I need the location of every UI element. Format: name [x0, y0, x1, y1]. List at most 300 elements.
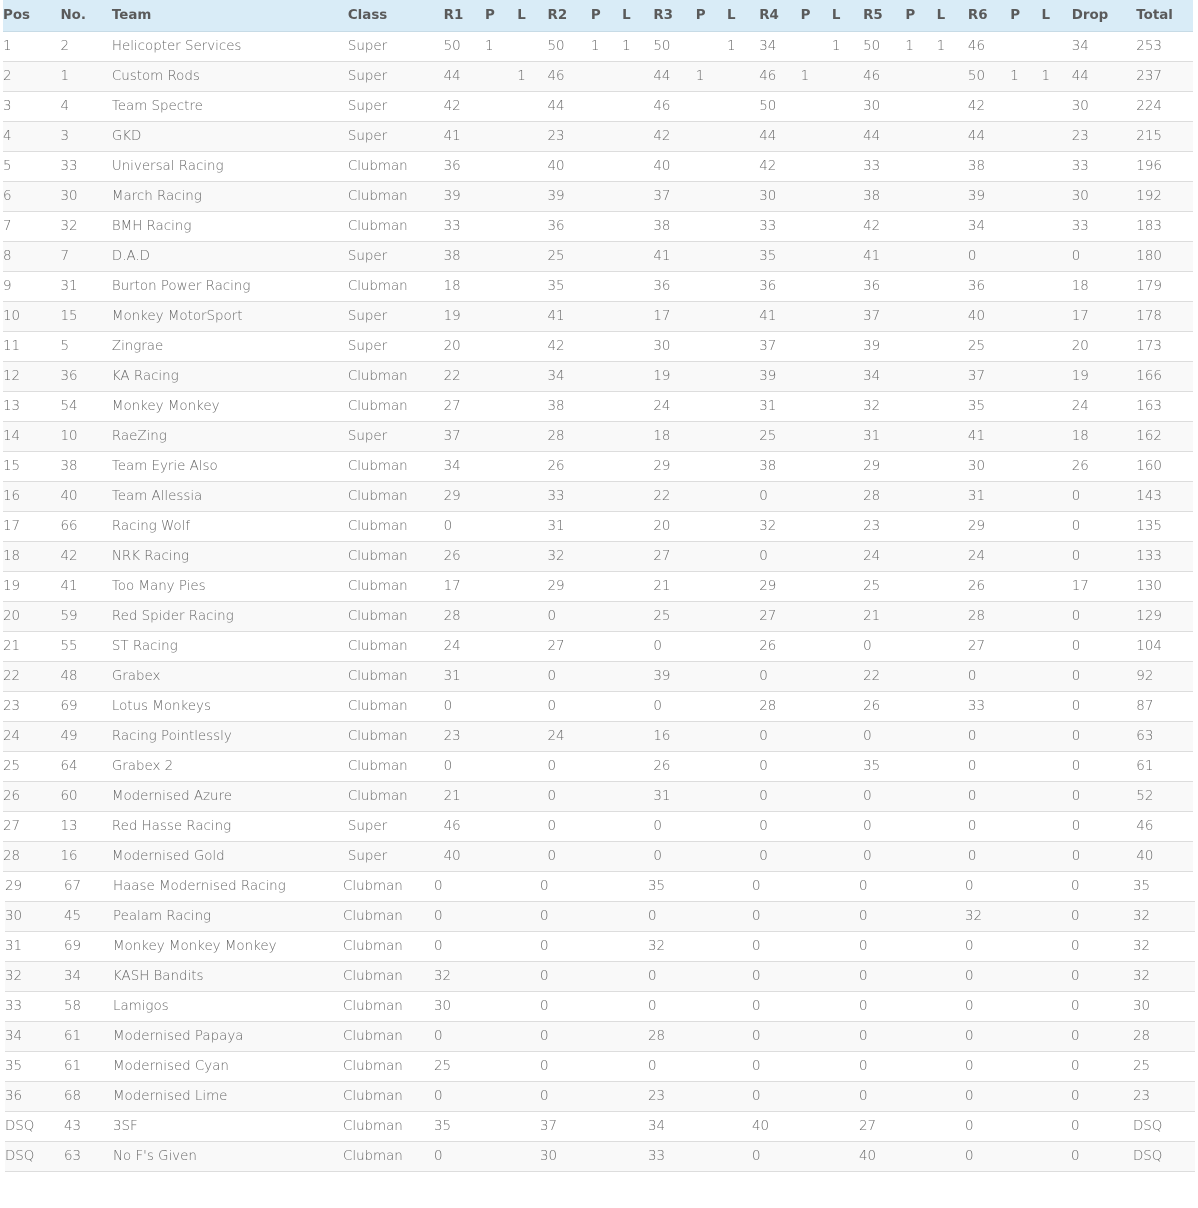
cell-team: D.A.D [112, 241, 348, 271]
cell-l [832, 421, 863, 451]
column-header-r3-10[interactable]: R3 [653, 0, 695, 31]
cell-r2: 32 [548, 541, 591, 571]
cell-r3: 46 [653, 91, 695, 121]
cell-l [727, 511, 759, 541]
column-header-l-21[interactable]: L [1042, 0, 1072, 31]
cell-r2: 24 [548, 721, 591, 751]
cell-r6: 41 [968, 421, 1010, 451]
cell-l [1042, 151, 1072, 181]
cell-r1: 28 [444, 601, 485, 631]
cell-p [905, 151, 936, 181]
cell-l: 1 [622, 31, 653, 61]
cell-l [1042, 631, 1072, 661]
cell-l [727, 301, 759, 331]
cell-p [485, 451, 517, 481]
cell-p: 1 [591, 31, 622, 61]
cell-r5: 44 [863, 121, 905, 151]
cell-p [696, 151, 727, 181]
column-header-no-1[interactable]: No. [60, 0, 111, 31]
cell-class: Clubman [348, 361, 444, 391]
cell-l [517, 481, 547, 511]
cell-r4: 39 [759, 361, 800, 391]
cell-l [622, 241, 653, 271]
cell-l [727, 811, 759, 841]
cell-total: 135 [1136, 511, 1193, 541]
cell-team: Red Spider Racing [112, 601, 348, 631]
cell-p [801, 241, 832, 271]
cell-drop: 0 [1071, 962, 1133, 992]
cell-r4: 0 [752, 1082, 859, 1112]
cell-r6: 0 [965, 932, 1071, 962]
cell-r2: 31 [548, 511, 591, 541]
cell-r5: 31 [863, 421, 905, 451]
cell-no: 34 [64, 962, 113, 992]
cell-no: 2 [60, 31, 111, 61]
cell-class: Clubman [343, 1052, 434, 1082]
table-row [5, 1112, 1195, 1142]
cell-drop: 33 [1072, 151, 1137, 181]
cell-r3: 23 [648, 1082, 752, 1112]
cell-no: 4 [60, 91, 111, 121]
cell-p [696, 121, 727, 151]
column-header-class-3[interactable]: Class [348, 0, 444, 31]
cell-l [727, 331, 759, 361]
cell-p [696, 571, 727, 601]
cell-team: Zingrae [112, 331, 348, 361]
cell-l [622, 181, 653, 211]
cell-r2: 40 [548, 151, 591, 181]
column-header-total-23[interactable]: Total [1136, 0, 1193, 31]
cell-total: 92 [1136, 661, 1193, 691]
cell-r6: 0 [965, 872, 1071, 902]
cell-r4: 42 [759, 151, 800, 181]
cell-pos: 14 [3, 421, 60, 451]
cell-l [1042, 481, 1072, 511]
cell-drop: 0 [1072, 841, 1137, 871]
cell-p [591, 541, 622, 571]
cell-no: 42 [60, 541, 111, 571]
cell-l [727, 91, 759, 121]
cell-l: 1 [727, 31, 759, 61]
cell-l [517, 601, 547, 631]
cell-drop: 0 [1072, 481, 1137, 511]
standings-table-lower [5, 872, 1195, 1173]
cell-r5: 23 [863, 511, 905, 541]
cell-r3: 0 [648, 992, 752, 1022]
cell-pos: 28 [3, 841, 60, 871]
cell-r5: 40 [859, 1142, 965, 1172]
cell-r3: 18 [653, 421, 695, 451]
cell-r6: 0 [965, 1112, 1071, 1142]
cell-pos: 11 [3, 331, 60, 361]
cell-class: Super [348, 61, 444, 91]
table-row [3, 691, 1193, 721]
cell-r6: 36 [968, 271, 1010, 301]
cell-r4: 0 [759, 781, 800, 811]
cell-p [696, 721, 727, 751]
cell-total: 30 [1133, 992, 1195, 1022]
cell-r6: 33 [968, 691, 1010, 721]
cell-l [832, 481, 863, 511]
cell-r4: 25 [759, 421, 800, 451]
cell-r6: 31 [968, 481, 1010, 511]
cell-p [905, 241, 936, 271]
cell-r6: 40 [968, 301, 1010, 331]
column-header-r4-13[interactable]: R4 [759, 0, 800, 31]
cell-p [485, 181, 517, 211]
cell-total: 28 [1133, 1022, 1195, 1052]
cell-team: Grabex 2 [112, 751, 348, 781]
cell-class: Clubman [348, 151, 444, 181]
column-header-p-17[interactable]: P [905, 0, 936, 31]
cell-r1: 41 [444, 121, 485, 151]
cell-p [801, 751, 832, 781]
cell-drop: 30 [1072, 181, 1137, 211]
cell-p [591, 181, 622, 211]
cell-l [727, 121, 759, 151]
column-header-l-18[interactable]: L [937, 0, 968, 31]
cell-drop: 34 [1072, 31, 1137, 61]
cell-r6: 0 [968, 661, 1010, 691]
cell-r2: 33 [548, 481, 591, 511]
cell-team: Modernised Lime [113, 1082, 343, 1112]
cell-l [727, 481, 759, 511]
cell-team: NRK Racing [112, 541, 348, 571]
cell-no: 36 [60, 361, 111, 391]
cell-l [622, 661, 653, 691]
cell-p [485, 211, 517, 241]
cell-r1: 23 [444, 721, 485, 751]
cell-drop: 0 [1071, 1052, 1133, 1082]
cell-l [517, 751, 547, 781]
cell-p [591, 91, 622, 121]
column-header-p-11[interactable]: P [696, 0, 727, 31]
cell-r5: 36 [863, 271, 905, 301]
cell-p [1010, 571, 1041, 601]
column-header-pos-0[interactable]: Pos [3, 0, 60, 31]
column-header-r2-7[interactable]: R2 [548, 0, 591, 31]
cell-pos: 12 [3, 361, 60, 391]
cell-r3: 0 [653, 631, 695, 661]
cell-r6: 0 [965, 1082, 1071, 1112]
cell-l [832, 541, 863, 571]
cell-r6: 24 [968, 541, 1010, 571]
cell-r3: 0 [648, 1052, 752, 1082]
cell-l [937, 211, 968, 241]
cell-r5: 0 [863, 631, 905, 661]
cell-l [727, 181, 759, 211]
cell-r2: 0 [540, 992, 648, 1022]
cell-p [905, 271, 936, 301]
cell-r1: 26 [444, 541, 485, 571]
column-header-p-20[interactable]: P [1010, 0, 1041, 31]
cell-r2: 41 [548, 301, 591, 331]
cell-r6: 32 [965, 902, 1071, 932]
cell-r4: 0 [752, 1052, 859, 1082]
cell-p: 1 [801, 61, 832, 91]
cell-r4: 0 [752, 872, 859, 902]
cell-p [591, 451, 622, 481]
cell-r3: 26 [653, 751, 695, 781]
cell-total: 173 [1136, 331, 1193, 361]
cell-p [485, 391, 517, 421]
cell-l [832, 841, 863, 871]
cell-l [832, 331, 863, 361]
cell-l [832, 91, 863, 121]
cell-r1: 37 [444, 421, 485, 451]
cell-l [517, 91, 547, 121]
cell-r4: 37 [759, 331, 800, 361]
cell-drop: 0 [1071, 872, 1133, 902]
cell-r6: 0 [968, 811, 1010, 841]
cell-pos: 2 [3, 61, 60, 91]
cell-r6: 30 [968, 451, 1010, 481]
cell-r5: 0 [859, 992, 965, 1022]
column-header-team-2[interactable]: Team [112, 0, 348, 31]
cell-r2: 0 [540, 1052, 648, 1082]
cell-l [727, 391, 759, 421]
cell-l [937, 601, 968, 631]
cell-p [696, 451, 727, 481]
cell-l [937, 151, 968, 181]
cell-total: 143 [1136, 481, 1193, 511]
cell-r3: 0 [648, 902, 752, 932]
cell-no: 1 [60, 61, 111, 91]
cell-r4: 46 [759, 61, 800, 91]
cell-l [622, 211, 653, 241]
cell-p [905, 631, 936, 661]
cell-r1: 35 [434, 1112, 540, 1142]
cell-l [622, 541, 653, 571]
cell-p [485, 721, 517, 751]
cell-p [801, 691, 832, 721]
cell-l [727, 781, 759, 811]
cell-r4: 40 [752, 1112, 859, 1142]
cell-l [622, 451, 653, 481]
cell-p [591, 61, 622, 91]
cell-pos: 23 [3, 691, 60, 721]
cell-p [591, 811, 622, 841]
cell-p [1010, 691, 1041, 721]
cell-r1: 31 [444, 661, 485, 691]
cell-drop: 33 [1072, 211, 1137, 241]
cell-r1: 29 [444, 481, 485, 511]
cell-l [1042, 451, 1072, 481]
cell-pos: 25 [3, 751, 60, 781]
column-header-l-15[interactable]: L [832, 0, 863, 31]
cell-class: Clubman [348, 781, 444, 811]
cell-p [801, 271, 832, 301]
column-header-l-12[interactable]: L [727, 0, 759, 31]
cell-no: 3 [60, 121, 111, 151]
cell-total: 61 [1136, 751, 1193, 781]
cell-r2: 23 [548, 121, 591, 151]
column-header-p-5[interactable]: P [485, 0, 517, 31]
cell-r4: 44 [759, 121, 800, 151]
cell-l [517, 241, 547, 271]
column-header-r1-4[interactable]: R1 [444, 0, 485, 31]
cell-team: March Racing [112, 181, 348, 211]
cell-p [591, 271, 622, 301]
cell-class: Super [348, 421, 444, 451]
cell-p [696, 391, 727, 421]
cell-p [1010, 331, 1041, 361]
column-header-l-6[interactable]: L [517, 0, 547, 31]
cell-r1: 27 [444, 391, 485, 421]
cell-p [696, 661, 727, 691]
column-header-drop-22[interactable]: Drop [1072, 0, 1137, 31]
cell-team: Lamigos [113, 992, 343, 1022]
cell-r3: 28 [648, 1022, 752, 1052]
table-row [3, 511, 1193, 541]
cell-drop: 26 [1072, 451, 1137, 481]
cell-r2: 0 [540, 902, 648, 932]
cell-p [801, 661, 832, 691]
cell-p [1010, 361, 1041, 391]
cell-r5: 0 [859, 902, 965, 932]
cell-total: 192 [1136, 181, 1193, 211]
cell-class: Super [348, 121, 444, 151]
cell-r2: 25 [548, 241, 591, 271]
cell-l [622, 481, 653, 511]
column-header-r5-16[interactable]: R5 [863, 0, 905, 31]
cell-no: 48 [60, 661, 111, 691]
cell-r3: 44 [653, 61, 695, 91]
cell-total: 162 [1136, 421, 1193, 451]
cell-r1: 32 [434, 962, 540, 992]
cell-r6: 0 [968, 721, 1010, 751]
column-header-p-14[interactable]: P [801, 0, 832, 31]
cell-r3: 17 [653, 301, 695, 331]
cell-p [905, 841, 936, 871]
cell-p [801, 121, 832, 151]
cell-pos: 5 [3, 151, 60, 181]
cell-p [1010, 181, 1041, 211]
cell-p [801, 361, 832, 391]
cell-l [517, 451, 547, 481]
cell-no: 58 [64, 992, 113, 1022]
cell-l [517, 721, 547, 751]
cell-p [485, 421, 517, 451]
cell-r2: 0 [548, 661, 591, 691]
cell-team: Monkey Monkey [112, 391, 348, 421]
cell-total: 130 [1136, 571, 1193, 601]
cell-team: Team Eyrie Also [112, 451, 348, 481]
cell-r5: 38 [863, 181, 905, 211]
cell-r5: 26 [863, 691, 905, 721]
cell-p [591, 691, 622, 721]
cell-class: Clubman [348, 211, 444, 241]
cell-p [485, 331, 517, 361]
cell-p [696, 601, 727, 631]
cell-p [1010, 271, 1041, 301]
cell-l [937, 781, 968, 811]
cell-r1: 20 [444, 331, 485, 361]
cell-l [622, 151, 653, 181]
cell-r3: 34 [648, 1112, 752, 1142]
cell-l [937, 721, 968, 751]
cell-r5: 21 [863, 601, 905, 631]
table-row [3, 361, 1193, 391]
cell-total: 180 [1136, 241, 1193, 271]
cell-l [937, 541, 968, 571]
cell-pos: 26 [3, 781, 60, 811]
cell-class: Clubman [343, 872, 434, 902]
cell-r5: 24 [863, 541, 905, 571]
cell-l [1042, 661, 1072, 691]
column-header-r6-19[interactable]: R6 [968, 0, 1010, 31]
cell-p [485, 601, 517, 631]
cell-p [801, 451, 832, 481]
column-header-l-9[interactable]: L [622, 0, 653, 31]
cell-r2: 27 [548, 631, 591, 661]
cell-p: 1 [905, 31, 936, 61]
cell-r1: 34 [444, 451, 485, 481]
cell-p [905, 721, 936, 751]
cell-team: Racing Pointlessly [112, 721, 348, 751]
cell-l [937, 331, 968, 361]
cell-total: 32 [1133, 932, 1195, 962]
column-header-p-8[interactable]: P [591, 0, 622, 31]
cell-p [905, 211, 936, 241]
cell-class: Clubman [348, 721, 444, 751]
cell-pos: 20 [3, 601, 60, 631]
table-row [3, 841, 1193, 871]
cell-total: 35 [1133, 872, 1195, 902]
cell-l [622, 301, 653, 331]
cell-l [1042, 691, 1072, 721]
cell-r6: 37 [968, 361, 1010, 391]
cell-team: Modernised Gold [112, 841, 348, 871]
cell-team: Modernised Cyan [113, 1052, 343, 1082]
cell-p [1010, 751, 1041, 781]
cell-l [832, 451, 863, 481]
cell-pos: 32 [5, 962, 64, 992]
cell-total: 237 [1136, 61, 1193, 91]
cell-r4: 26 [759, 631, 800, 661]
cell-r1: 19 [444, 301, 485, 331]
cell-l: 1 [517, 61, 547, 91]
cell-l [517, 541, 547, 571]
cell-p [801, 181, 832, 211]
cell-total: 25 [1133, 1052, 1195, 1082]
table-row [3, 301, 1193, 331]
cell-l [937, 661, 968, 691]
cell-l [1042, 391, 1072, 421]
cell-r3: 16 [653, 721, 695, 751]
cell-total: 40 [1136, 841, 1193, 871]
cell-r5: 0 [863, 721, 905, 751]
cell-l [622, 841, 653, 871]
cell-l [517, 121, 547, 151]
cell-p [905, 601, 936, 631]
cell-p [591, 211, 622, 241]
cell-no: 41 [60, 571, 111, 601]
cell-p [591, 841, 622, 871]
cell-r3: 33 [648, 1142, 752, 1172]
cell-p [696, 271, 727, 301]
cell-r6: 0 [965, 1142, 1071, 1172]
cell-r6: 39 [968, 181, 1010, 211]
cell-l [1042, 181, 1072, 211]
table-row [3, 811, 1193, 841]
cell-r1: 50 [444, 31, 485, 61]
cell-p [801, 781, 832, 811]
cell-l [517, 691, 547, 721]
cell-no: 31 [60, 271, 111, 301]
cell-no: 49 [60, 721, 111, 751]
cell-p [591, 601, 622, 631]
